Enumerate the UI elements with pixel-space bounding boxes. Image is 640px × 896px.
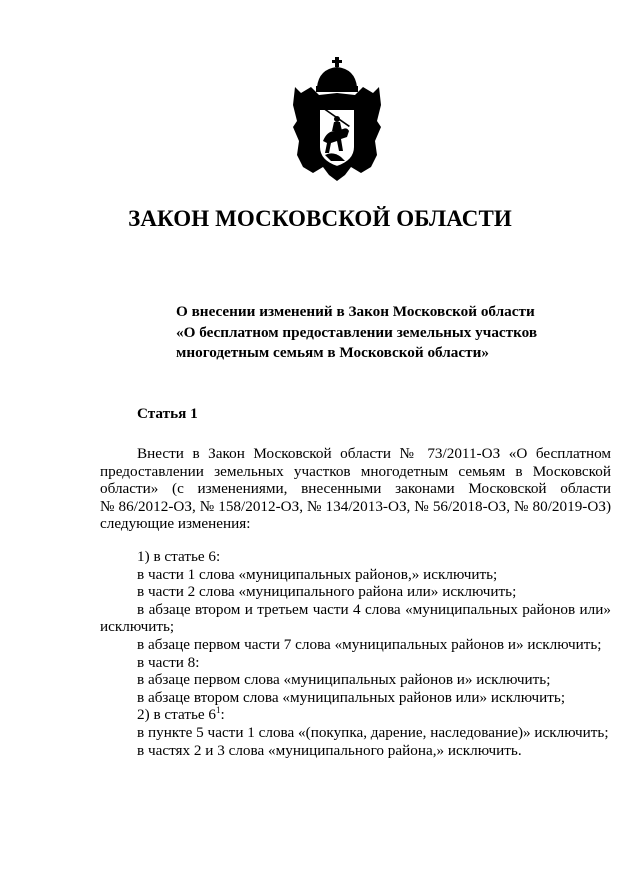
intro-line: Внести в Закон Московской области № 73/2011-ОЗ «О бесплатном	[137, 445, 611, 462]
list-item: в абзаце втором слова «муниципальных районов или» исключить;	[137, 688, 566, 706]
list-item-line: в абзаце втором и третьем части 4 слова «муниципальных районов или»	[137, 600, 611, 618]
law-subtitle	[176, 302, 576, 364]
list-item-text: :	[220, 706, 225, 724]
intro-line: следующие изменения:	[100, 515, 251, 533]
list-item	[100, 706, 611, 724]
intro-line: области» (с изменениями, внесенными законами Московской области	[100, 480, 611, 498]
page-title: ЗАКОН МОСКОВСКОЙ ОБЛАСТИ	[128, 206, 512, 231]
list-item: в пункте 5 части 1 слова «(покупка, дарение, наследование)» исключить;	[137, 723, 609, 741]
list-item: в части 8:	[137, 653, 200, 671]
intro-paragraph	[100, 445, 611, 533]
list-item: в части 2 слова «муниципального района или» исключить;	[137, 583, 517, 601]
subtitle-line: «О бесплатном предоставлении земельных участков	[176, 323, 538, 341]
intro-line: № 86/2012-ОЗ, № 158/2012-ОЗ, № 134/2013-ОЗ, № 56/2018-ОЗ, № 80/2019-ОЗ)	[100, 497, 611, 515]
amendments-list	[100, 548, 611, 759]
article-heading: Статья 1	[137, 405, 198, 422]
list-item-line: исключить;	[100, 618, 175, 636]
list-item: 1) в статье 6:	[137, 548, 221, 565]
list-item: в части 1 слова «муниципальных районов,» исключить;	[137, 565, 498, 583]
subtitle-line: О внесении изменений в Закон Московской области	[176, 303, 535, 320]
list-item-text: 2) в статье 6	[137, 706, 217, 724]
list-item: в абзаце первом слова «муниципальных районов и» исключить;	[137, 671, 551, 689]
list-item	[100, 601, 611, 619]
crown-icon	[316, 57, 358, 92]
coat-of-arms-emblem	[289, 57, 385, 191]
subtitle-line: многодетным семьям в Московской области»	[176, 344, 489, 361]
intro-line: предоставлении земельных участков многодетным семьям в Московской	[100, 462, 611, 480]
list-item: в частях 2 и 3 слова «муниципального района,» исключить.	[137, 741, 522, 759]
superscript: 1	[216, 705, 221, 716]
list-item: в абзаце первом части 7 слова «муниципальных районов и» исключить;	[137, 635, 602, 653]
